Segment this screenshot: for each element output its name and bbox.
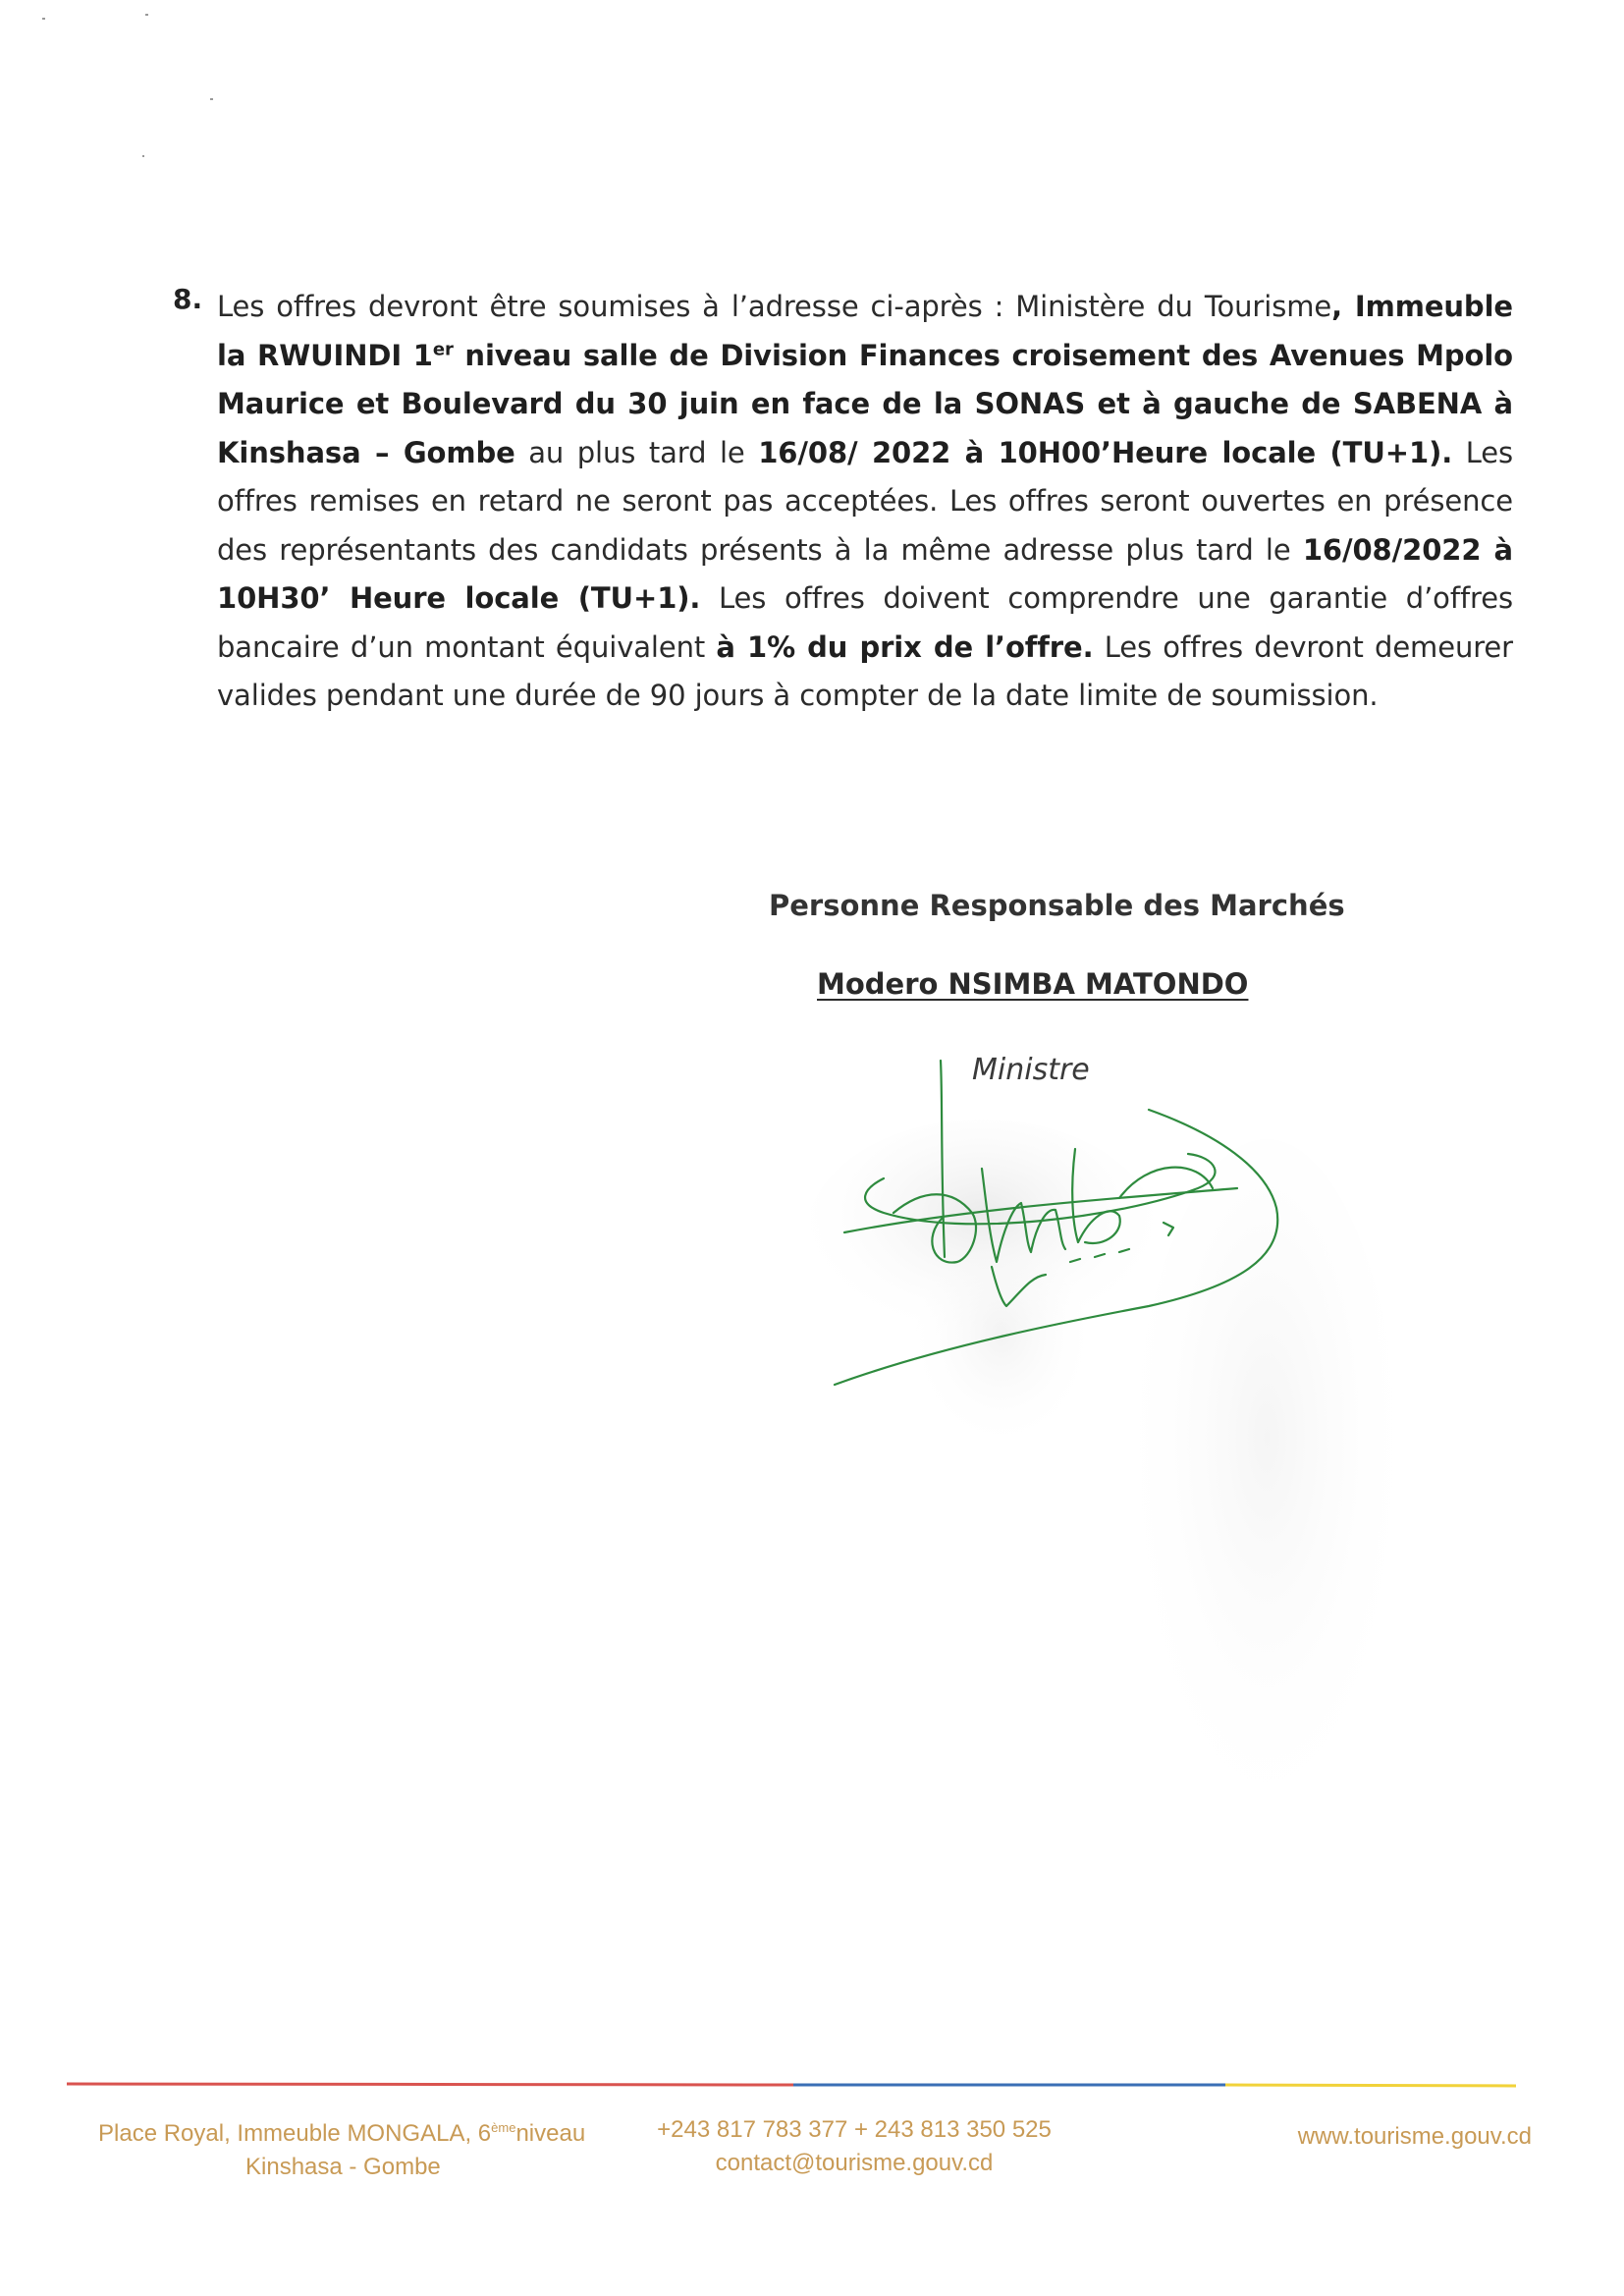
footer-address <box>98 2111 609 2184</box>
text-run: Les offres devront demeurer valides pendant une durée de 90 jours à compter de la date limite de soumission. <box>217 629 1513 712</box>
paragraph-number: 8. <box>173 283 203 315</box>
paragraph-text <box>217 283 1513 721</box>
footer-contact <box>628 2113 1080 2180</box>
bold-address-run: niveau salle de Division Finances croisement des Avenues Mpolo Maurice et Boulevard du 30 juin en face de la SONAS et à gauche de SABENA à Kinshasa – Gombe <box>217 338 1513 469</box>
text-run: Les offres devront être soumises à l’adresse ci-après : Ministère du Tourisme <box>217 290 1332 323</box>
superscript-er: er <box>432 338 454 359</box>
signatory-title: Personne Responsable des Marchés <box>769 889 1345 922</box>
address-superscript: ème <box>491 2120 516 2135</box>
scan-speck <box>210 98 213 100</box>
footer-website[interactable]: www.tourisme.gouv.cd <box>1297 2123 1532 2150</box>
signatory-role: Ministre <box>972 1053 1090 1087</box>
bold-opening-time: 16/08/2022 à 10H30’ Heure locale (TU+1). <box>217 532 1513 615</box>
footer-email[interactable]: contact@tourisme.gouv.cd <box>715 2150 994 2176</box>
text-run: Les offres remises en retard ne seront pas acceptées. Les offres seront ouvertes en présence des représentants des candidats présents à la même adresse plus tard le <box>217 435 1514 567</box>
address-line1: Place Royal, Immeuble MONGALA, 6èmeniveau <box>98 2120 586 2147</box>
footer-phones: +243 817 783 377 + 243 813 350 525 <box>657 2116 1052 2143</box>
bold-guarantee: à 1% du prix de l’offre. <box>716 629 1094 664</box>
scan-speck <box>145 14 148 16</box>
text-run: Les offres doivent comprendre une garantie d’offres bancaire d’un montant équivalent <box>217 581 1513 664</box>
scan-speck <box>142 155 144 157</box>
bold-deadline: 16/08/ 2022 à 10H00’Heure locale (TU+1). <box>758 435 1453 469</box>
bold-address-run: , Immeuble la RWUINDI 1 <box>217 290 1513 372</box>
footer-tricolor-line <box>67 2082 1516 2088</box>
handwritten-signature <box>825 1041 1316 1404</box>
scan-speck <box>42 18 45 20</box>
address-line2: Kinshasa - Gombe <box>245 2154 441 2180</box>
signatory-name: Modero NSIMBA MATONDO <box>817 967 1249 1001</box>
text-run: au plus tard le <box>514 435 759 469</box>
